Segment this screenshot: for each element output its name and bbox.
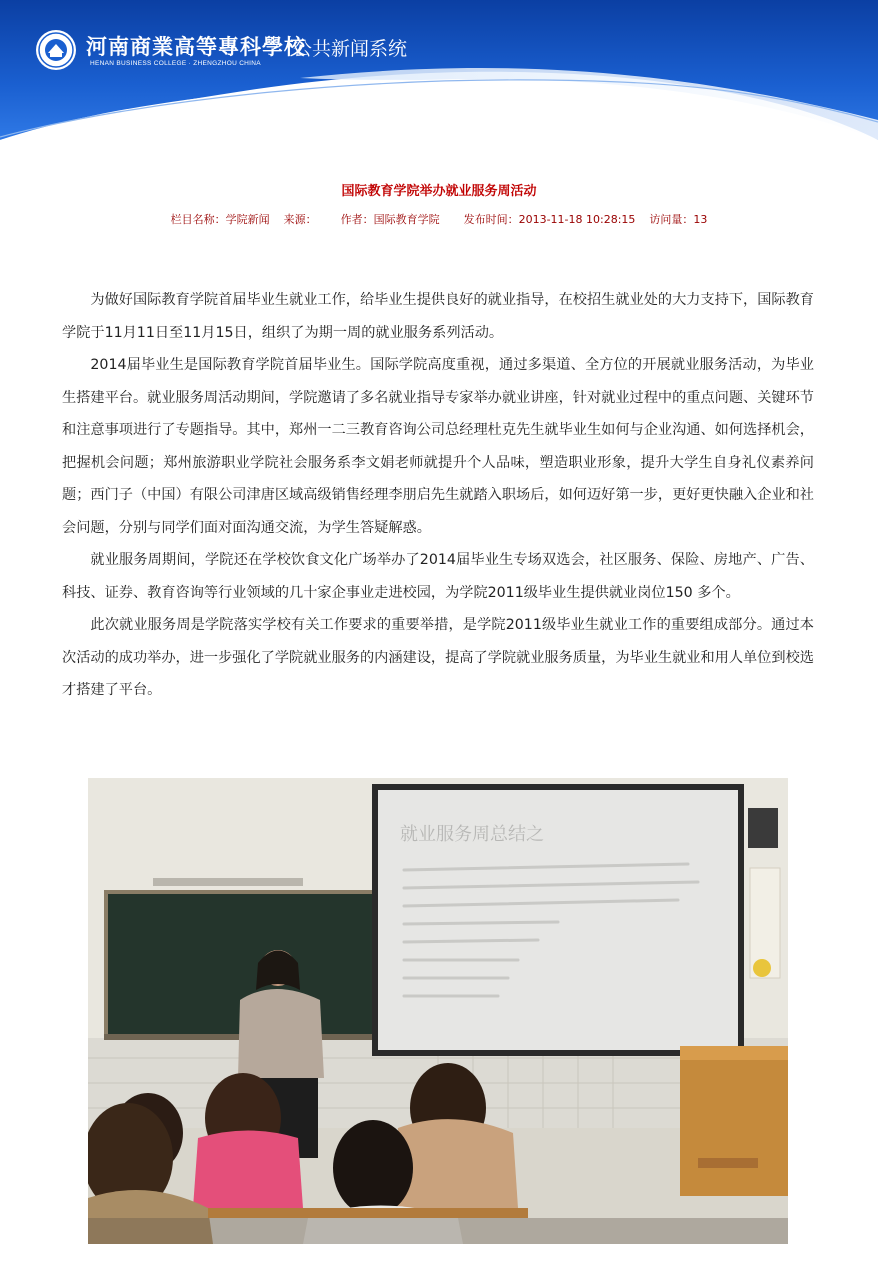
article-paragraph: 此次就业服务周是学院落实学校有关工作要求的重要举措，是学院2011级毕业生就业工作的重要组成部分。通过本次活动的成功举办，进一步强化了学院就业服务的内涵建设，提高了学院就业服务质量，为毕业生就业和用人单位到校选才搭建了平台。 (62, 617, 814, 698)
article-body (62, 284, 814, 707)
meta-source: 来源： (283, 213, 317, 226)
event-photo (88, 778, 788, 1244)
article-meta (0, 211, 878, 227)
meta-author: 作者：国际教育学院 (340, 213, 440, 226)
school-name: 河南商業高等專科學校 (86, 34, 306, 59)
school-name-english: HENAN BUSINESS COLLEGE · ZHENGZHOU CHINA (90, 60, 261, 67)
meta-publish-time: 发布时间：2013-11-18 10:28:15 (463, 213, 636, 226)
site-header (0, 0, 878, 150)
college-seal-icon[interactable] (35, 29, 77, 71)
classroom-photo-illustration (88, 778, 788, 1244)
article-paragraph: 为做好国际教育学院首届毕业生就业工作，给毕业生提供良好的就业指导，在校招生就业处的大力支持下，国际教育学院于11月11日至11月15日，组织了为期一周的就业服务系列活动。 (62, 292, 814, 341)
system-name: 公共新闻系统 (293, 38, 408, 60)
article-paragraph: 就业服务周期间，学院还在学校饮食文化广场举办了2014届毕业生专场双选会，社区服务、保险、房地产、广告、科技、证券、教育咨询等行业领域的几十家企事业走进校园，为学院2011级毕业生提供就业岗位150 多个。 (62, 552, 814, 601)
meta-column: 栏目名称：学院新闻 (170, 213, 270, 226)
header-banner (0, 0, 878, 150)
slide-title: 就业服务周总结之 (400, 824, 544, 845)
article-paragraph: 2014届毕业生是国际教育学院首届毕业生。国际学院高度重视，通过多渠道、全方位的开展就业服务活动，为毕业生搭建平台。就业服务周活动期间，学院邀请了多名就业指导专家举办就业讲座，针对就业过程中的重点问题、关键环节和注意事项进行了专题指导。其中，郑州一二三教育咨询公司总经理杜克先生就毕业生如何与企业沟通、如何选择机会，把握机会问题；郑州旅游职业学院社会服务系李文娟老师就提升个人品味，塑造职业形象，提升大学生自身礼仪素养问题；西门子（中国）有限公司津唐区域高级销售经理李朋启先生就踏入职场后，如何迈好第一步，更好更快融入企业和社会问题，分别与同学们面对面沟通交流，为学生答疑解惑。 (62, 357, 814, 536)
meta-views: 访问量：13 (649, 213, 708, 226)
article-title: 国际教育学院举办就业服务周活动 (341, 184, 537, 199)
